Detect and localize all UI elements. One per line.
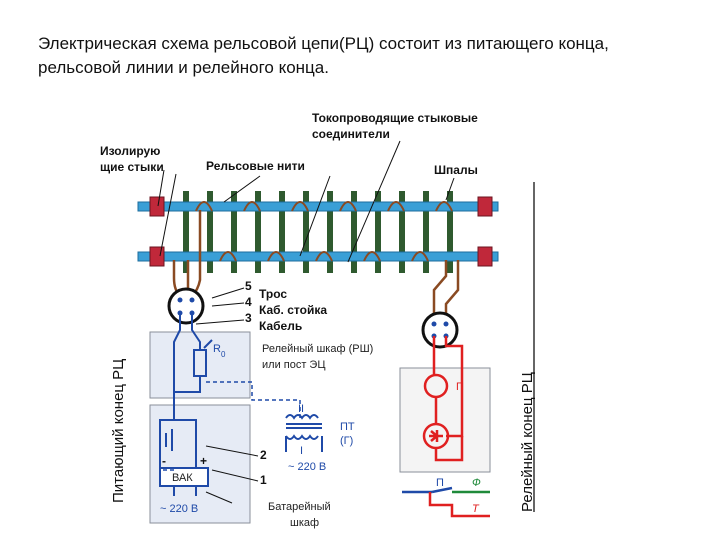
intro-line-2: рельсовой линии и релейного конца. — [38, 58, 329, 77]
number-4: 4 — [245, 295, 252, 309]
insulating-joint — [478, 247, 492, 266]
battery-cabinet-label-1: Батарейный — [268, 501, 331, 513]
relay-p-label: П — [456, 381, 464, 393]
relay-cable-post-circle — [423, 313, 457, 347]
rail-top — [138, 202, 498, 211]
contact-p-label: П — [436, 477, 444, 489]
number-5: 5 — [245, 279, 252, 293]
relay-end-box — [400, 368, 490, 472]
number-3: 3 — [245, 311, 252, 325]
cable-post-circle — [169, 289, 203, 323]
number-1: 1 — [260, 473, 267, 487]
number-2: 2 — [260, 448, 267, 462]
intro-line-1: Электрическая схема рельсовой цепи(РЦ) состоит из питающего конца, — [38, 34, 609, 53]
plus-sign: + — [200, 454, 208, 468]
winding-i-label: I — [300, 445, 304, 457]
rope-label: Трос — [259, 287, 288, 301]
minus-sign: - — [162, 454, 166, 468]
relay-cabinet-label-1: Релейный шкаф (РШ) — [262, 343, 374, 355]
insulating-joint — [150, 197, 164, 216]
pt-label-2: (Г) — [340, 435, 354, 447]
vak-label: ВАК — [172, 472, 193, 484]
insulating-joints-label-2: щие стыки — [100, 160, 164, 174]
insulating-joint — [150, 247, 164, 266]
connectors-label-1: Токопроводящие стыковые — [312, 111, 478, 125]
cable-post-label: Каб. стойка — [259, 303, 328, 317]
connectors-label-2: соединители — [312, 127, 390, 141]
battery-cabinet-label-2: шкаф — [290, 517, 320, 529]
sleepers-label: Шпалы — [434, 163, 478, 177]
winding-ii-label: II — [298, 403, 305, 415]
pt-label-1: ПТ — [340, 421, 355, 433]
cable-label: Кабель — [259, 319, 303, 333]
track-transformer — [286, 415, 322, 452]
relay-cables — [434, 260, 458, 318]
voltage-right-label: ~ 220 В — [288, 461, 327, 473]
contact-t-label: Т — [472, 503, 479, 515]
insulating-joint — [478, 197, 492, 216]
rail-threads-label: Рельсовые нити — [206, 159, 305, 173]
relay-cabinet-label-2: или пост ЭЦ — [262, 359, 326, 371]
insulating-joints-label-1: Изолирую — [100, 144, 161, 158]
feeding-end-label: Питающий конец РЦ — [110, 358, 127, 503]
voltage-left-label: ~ 220 В — [160, 503, 199, 515]
contact-f-label: Ф — [472, 477, 481, 489]
r0-label: $R_0$ — [213, 343, 226, 359]
relay-end-label: Релейный конец РЦ — [519, 372, 536, 512]
r0-resistor — [194, 350, 206, 376]
